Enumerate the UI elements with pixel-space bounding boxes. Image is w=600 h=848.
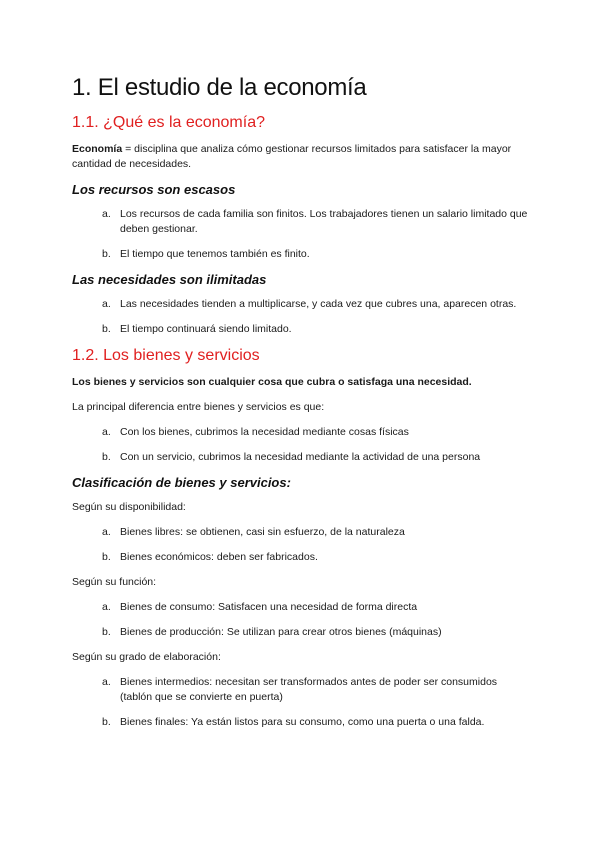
list-marker: a. — [102, 601, 111, 613]
document-page — [72, 74, 532, 740]
list-marker: b. — [102, 716, 111, 728]
list-item-text: Bienes finales: Ya están listos para su consumo, como una puerta o una falda. — [120, 716, 485, 728]
list-marker: b. — [102, 248, 111, 260]
section-heading-economia: 1.1. ¿Qué es la economía? — [72, 114, 265, 131]
subheading-clasificacion: Clasificación de bienes y servicios: — [72, 475, 291, 490]
section-heading-bienes: 1.2. Los bienes y servicios — [72, 347, 260, 364]
bienes-intro-bold: Los bienes y servicios son cualquier cosa que cubra o satisfaga una necesidad. — [72, 376, 472, 388]
list-item — [72, 525, 532, 540]
list-item — [72, 715, 532, 730]
list-elaboracion — [72, 675, 532, 730]
list-marker: a. — [102, 298, 111, 310]
list-marker: b. — [102, 551, 111, 563]
list-marker: a. — [102, 208, 111, 220]
list-recursos — [72, 207, 532, 262]
page-title: 1. El estudio de la economía — [72, 74, 367, 101]
list-item — [72, 600, 532, 615]
subheading-recursos: Los recursos son escasos — [72, 182, 236, 197]
list-item — [72, 450, 532, 465]
list-marker: a. — [102, 676, 111, 688]
list-item — [72, 247, 532, 262]
list-item — [72, 297, 532, 312]
list-marker: b. — [102, 451, 111, 463]
list-item-text: Con un servicio, cubrimos la necesidad mediante la actividad de una persona — [120, 451, 481, 463]
list-item-text: Bienes de consumo: Satisfacen una necesidad de forma directa — [120, 601, 418, 613]
list-item — [72, 425, 532, 440]
list-item-text: Los recursos de cada familia son finitos. Los trabajadores tienen un salario limitado que deben gestionar. — [120, 208, 528, 235]
list-item-text: Con los bienes, cubrimos la necesidad mediante cosas físicas — [120, 426, 409, 438]
list-item — [72, 625, 532, 640]
list-marker: a. — [102, 526, 111, 538]
definition-paragraph — [72, 142, 532, 172]
group-label-disponibilidad: Según su disponibilidad: — [72, 501, 186, 513]
list-item-text: Las necesidades tienden a multiplicarse, y cada vez que cubres una, aparecen otras. — [120, 298, 517, 310]
list-item — [72, 550, 532, 565]
list-disponibilidad — [72, 525, 532, 565]
list-item-text: El tiempo continuará siendo limitado. — [120, 323, 292, 335]
list-item-text: Bienes económicos: deben ser fabricados. — [120, 551, 318, 563]
list-item-text: El tiempo que tenemos también es finito. — [120, 248, 310, 260]
definition-text: = disciplina que analiza cómo gestionar recursos limitados para satisfacer la mayor cantidad de necesidades. — [72, 143, 512, 170]
subheading-necesidades: Las necesidades son ilimitadas — [72, 272, 267, 287]
list-item-text: Bienes libres: se obtienen, casi sin esfuerzo, de la naturaleza — [120, 526, 405, 538]
list-item — [72, 675, 532, 705]
list-item — [72, 322, 532, 337]
list-marker: a. — [102, 426, 111, 438]
definition-term: Economía — [72, 143, 123, 155]
list-funcion — [72, 600, 532, 640]
list-marker: b. — [102, 626, 111, 638]
group-label-funcion: Según su función: — [72, 576, 157, 588]
group-label-elaboracion: Según su grado de elaboración: — [72, 651, 221, 663]
list-necesidades — [72, 297, 532, 337]
list-marker: b. — [102, 323, 111, 335]
list-item-text: Bienes intermedios: necesitan ser transformados antes de poder ser consumidos (tablón que se convierte en puerta) — [120, 676, 498, 703]
list-diferencia — [72, 425, 532, 465]
list-item-text: Bienes de producción: Se utilizan para crear otros bienes (máquinas) — [120, 626, 442, 638]
list-item — [72, 207, 532, 237]
diferencia-intro: La principal diferencia entre bienes y servicios es que: — [72, 401, 325, 413]
